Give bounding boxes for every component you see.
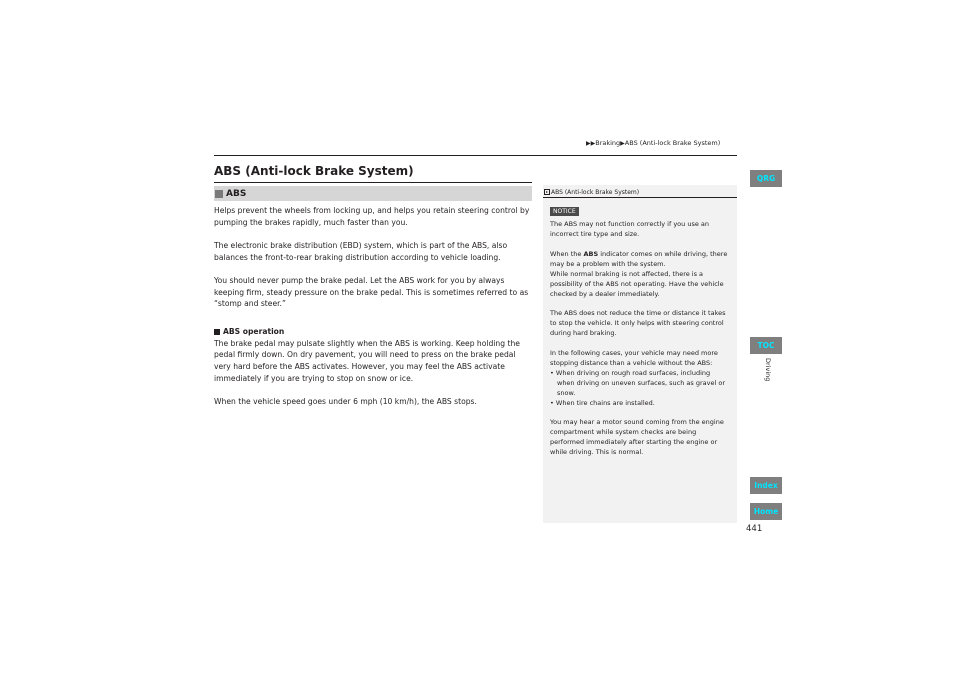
note-5: You may hear a motor sound coming from the engine compartment while system checks are being performed immediately after starting the engine or while driving. This is normal.: [550, 418, 724, 456]
sidebar-header-text: ABS (Anti-lock Brake System): [551, 188, 640, 196]
note-4: In the following cases, your vehicle may need more stopping distance than a vehicle without the ABS:: [550, 348, 718, 367]
sub-heading: [214, 326, 532, 338]
note-2: [550, 249, 728, 299]
page-number: 441: [746, 524, 763, 534]
note-2-post: indicator comes on while driving, there may be a problem with the system.: [550, 249, 728, 268]
square-bullet-icon: [215, 190, 223, 198]
main-content: [214, 205, 532, 419]
notice-badge: NOTICE: [550, 207, 579, 216]
note-2b: While normal braking is not affected, there is a possibility of the ABS not operating. Have the vehicle checked by a dealer immediately.: [550, 269, 724, 298]
sidebar-header[interactable]: [543, 185, 737, 198]
toc-tab[interactable]: TOC: [750, 337, 782, 354]
note-2-pre: When the: [550, 249, 584, 258]
reference-icon: ▸: [545, 189, 548, 194]
breadcrumb-arrow-icon: ▶: [620, 140, 625, 147]
page-title: ABS (Anti-lock Brake System): [214, 164, 414, 178]
section-heading: ABS: [226, 188, 247, 199]
breadcrumb-braking[interactable]: Braking: [595, 139, 621, 147]
home-tab[interactable]: Home: [750, 503, 782, 520]
abs-indicator-label: ABS: [583, 249, 599, 258]
breadcrumb-abs: ABS (Anti-lock Brake System): [624, 139, 721, 147]
paragraph-5: When the vehicle speed goes under 6 mph (10 km/h), the ABS stops.: [214, 396, 477, 406]
note-1: The ABS may not function correctly if you use an incorrect tire type and size.: [550, 220, 710, 238]
sidebar-notes: [543, 185, 737, 523]
qrg-tab[interactable]: QRG: [750, 170, 782, 187]
black-square-icon: [214, 329, 220, 335]
note-3: The ABS does not reduce the time or distance it takes to stop the vehicle. It only helps with steering control during hard braking.: [550, 309, 726, 337]
sub-heading-text: ABS operation: [223, 326, 285, 336]
paragraph-1: Helps prevent the wheels from locking up, and helps you retain steering control by pumping the brakes rapidly, much faster than you.: [214, 206, 530, 227]
section-heading-bar: [214, 186, 532, 201]
title-divider: [214, 182, 532, 183]
paragraph-2: The electronic brake distribution (EBD) system, which is part of the ABS, also balances the front-to-rear braking distribution according to vehicle loading.: [214, 240, 508, 262]
index-tab[interactable]: Index: [750, 477, 782, 494]
chapter-label: Driving: [764, 358, 772, 382]
sidebar-body: [543, 217, 737, 457]
breadcrumb-arrows-icon: ▶▶: [586, 140, 596, 147]
bullet-1: • When driving on rough road surfaces, including when driving on uneven surfaces, such as gravel or snow.: [550, 368, 726, 397]
breadcrumb[interactable]: [586, 139, 720, 147]
paragraph-4: The brake pedal may pulsate slightly when the ABS is working. Keep holding the pedal firmly down. On dry pavement, you will need to press on the brake pedal very hard before the ABS activates. However, you may feel the ABS activate immediately if you are trying to stop on snow or ice.: [214, 338, 520, 383]
paragraph-3: You should never pump the brake pedal. Let the ABS work for you by always keeping firm, steady pressure on the brake pedal. This is sometimes referred to as “stomp and steer.”: [214, 275, 529, 309]
top-divider: [214, 155, 737, 156]
bullet-2: • When tire chains are installed.: [550, 398, 655, 407]
